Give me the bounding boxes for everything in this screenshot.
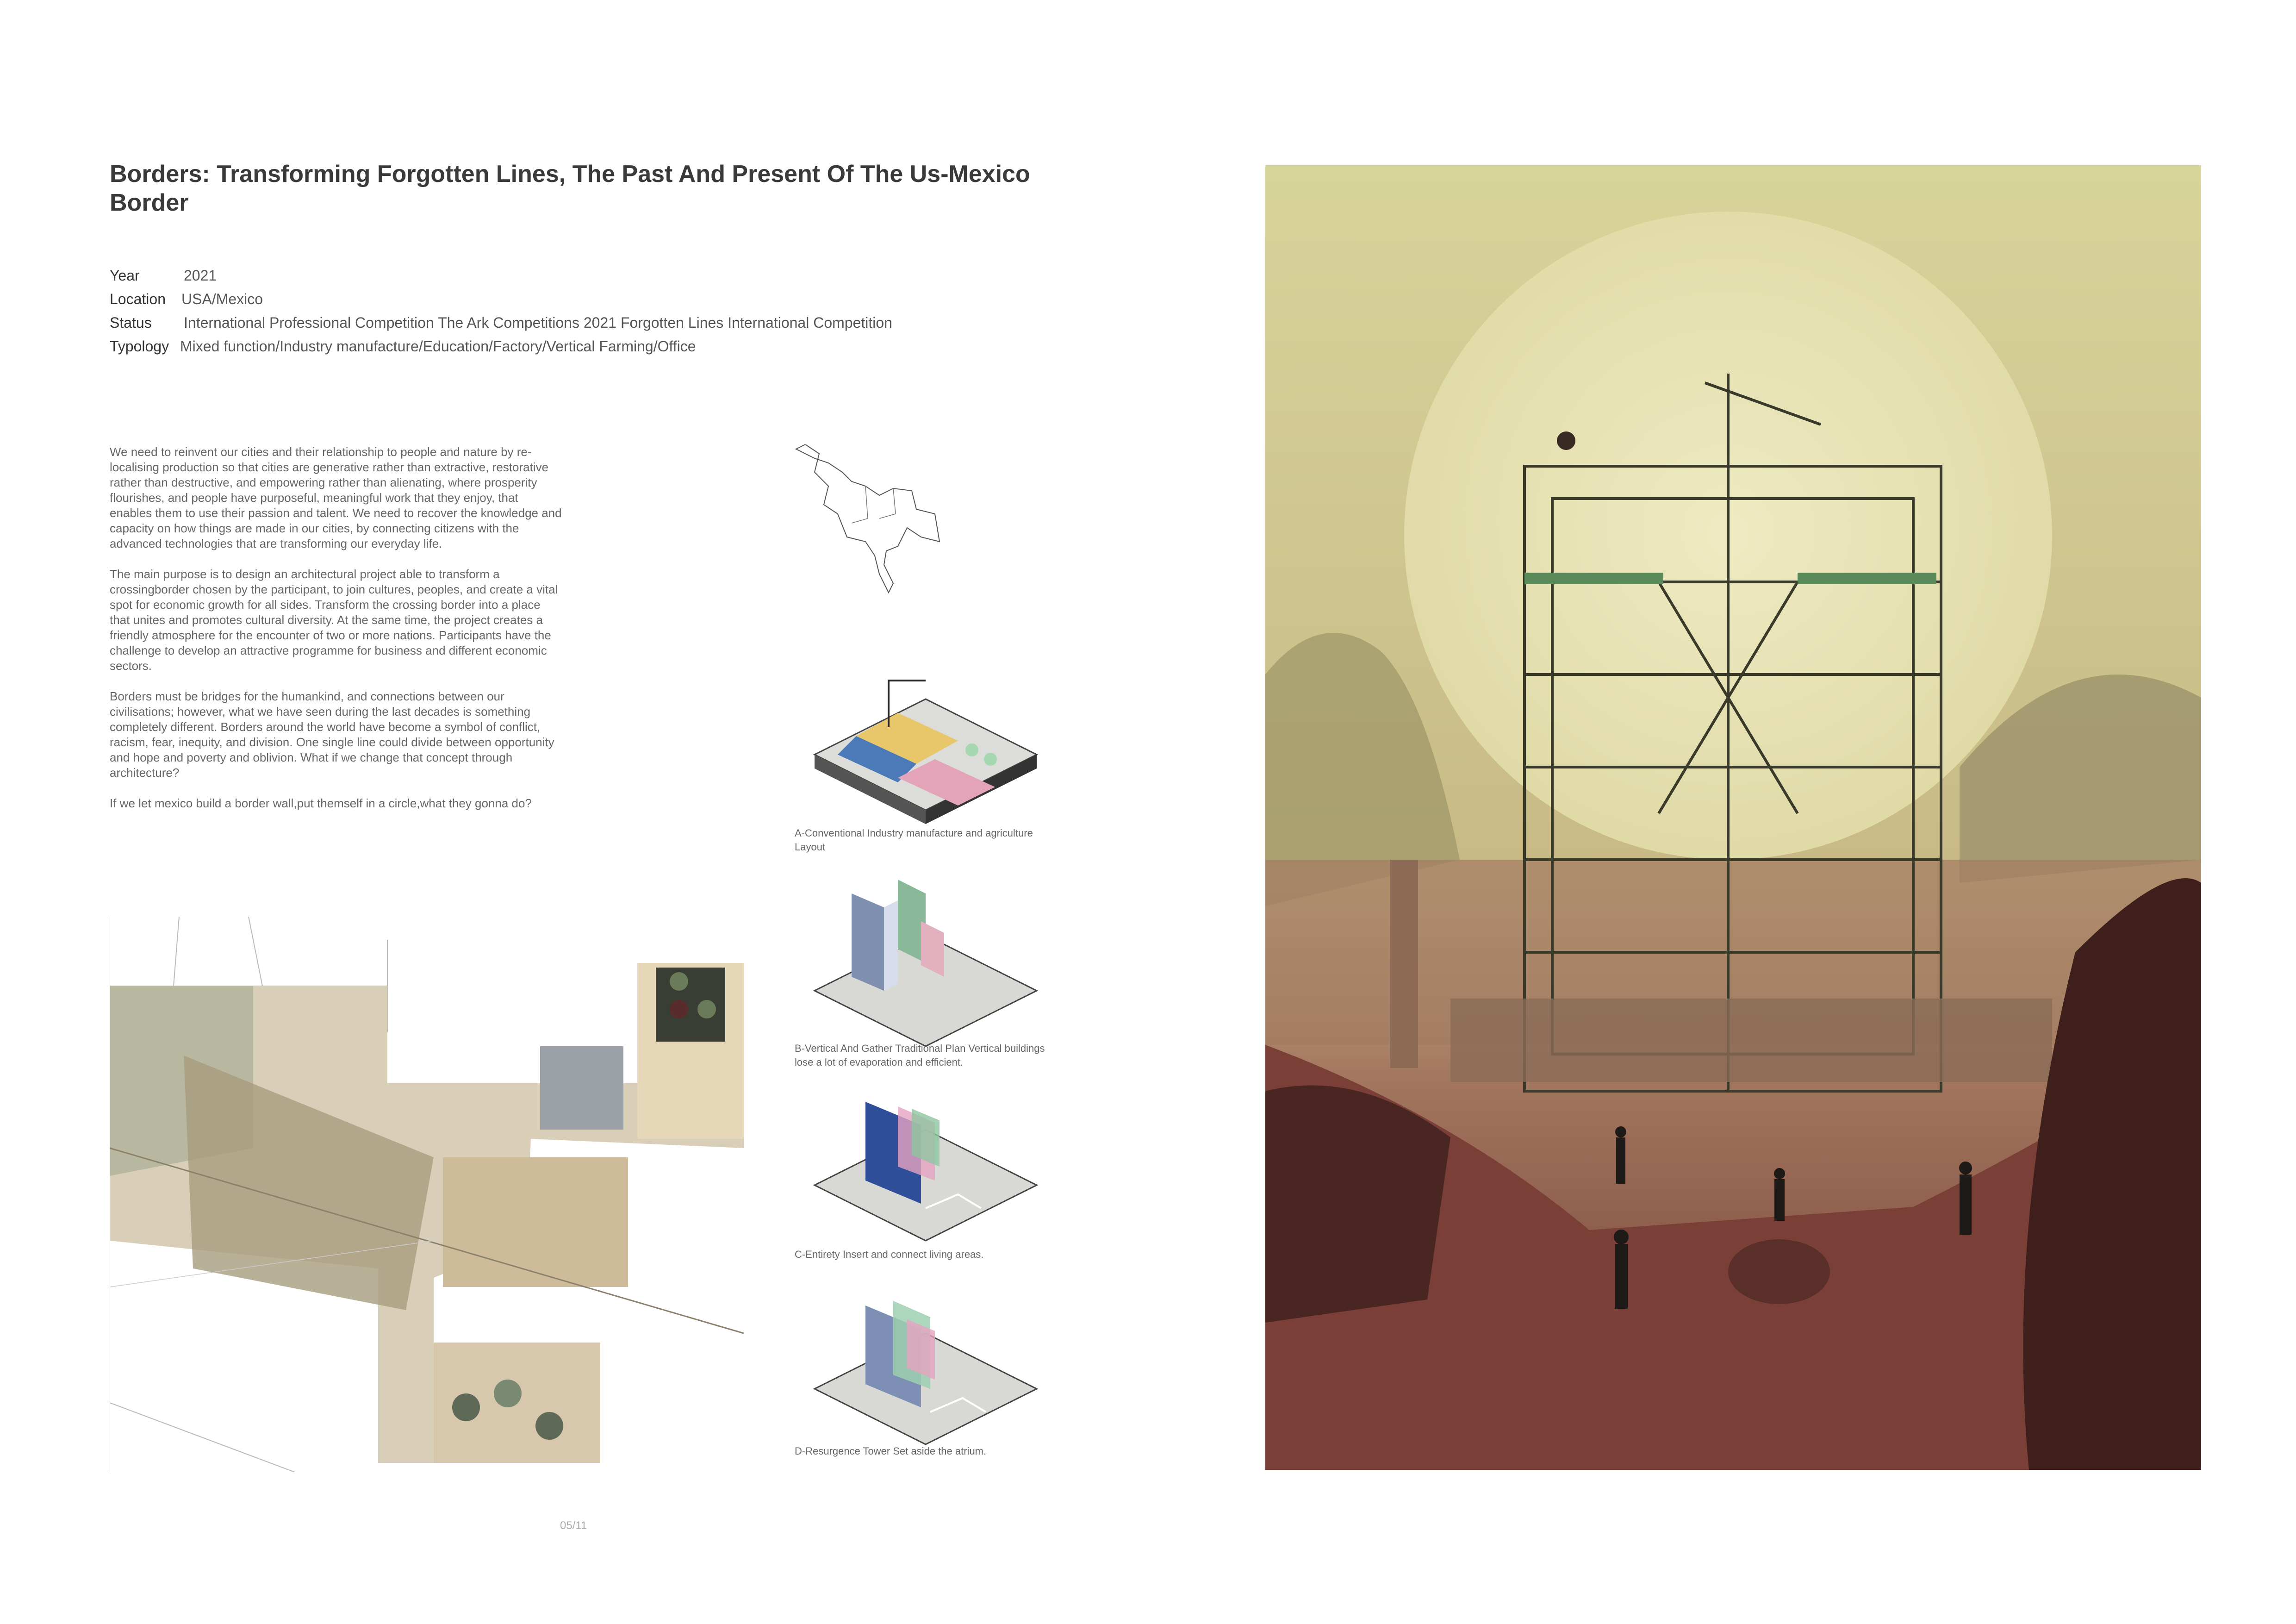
meta-typology-row — [110, 335, 892, 358]
tower-render-illustration — [1265, 165, 2201, 1470]
meta-status-value: International Professional Competition The Ark Competitions 2021 Forgotten Lines International Competition — [184, 314, 892, 331]
caption-d: D-Resurgence Tower Set aside the atrium. — [795, 1445, 987, 1457]
isometric-diagram-c — [805, 1088, 1046, 1264]
isometric-diagram-b — [805, 875, 1046, 1051]
isometric-diagram-d — [805, 1292, 1046, 1468]
meta-status-label: Status — [110, 314, 152, 331]
project-meta — [110, 264, 892, 358]
description-paragraph-2: The main purpose is to design an architectural project able to transform a crossingborder chosen by the participant, to join cultures, peoples, and create a vital spot for economic growth for all sides. Transform the crossing border into a place that unites and promotes cultural diversity. At the same time, the project creates a friendly atmosphere for the encounter of two or more nations. Participants have the challenge to develop an attractive programme for business and different economic sectors. — [110, 567, 558, 673]
meta-status-row — [110, 311, 892, 335]
meta-typology-value: Mixed function/Industry manufacture/Education/Factory/Vertical Farming/Office — [180, 338, 696, 355]
meta-year-value: 2021 — [184, 267, 217, 284]
description-paragraph-3: Borders must be bridges for the humankind, and connections between our civilisations; however, what we have seen during the last decades is something completely different. Borders around the world have become a symbol of conflict, racism, fear, inequity, and division. One single line could divide between opportunity and hope and poverty and oblivion. What if we change that concept through architecture? — [110, 689, 554, 780]
description-paragraph-4: If we let mexico build a border wall,put themself in a circle,what they gonna do? — [110, 796, 532, 810]
description-paragraph-1: We need to reinvent our cities and their relationship to people and nature by re-localising production so that cities are generative rather than extractive, restorative rather than destructive, and empowering rather than alienating, where prosperity flourishes, and people have purposeful, meaningful work that they enjoy, that enables them to use their passion and talent. We need to recover the knowledge and capacity on how things are made in our cities, by connecting citizens with the advanced technologies that are transforming our everyday life. — [110, 445, 562, 550]
caption-b: B-Vertical And Gather Traditional Plan Vertical buildings lose a lot of evaporation and efficient. — [795, 1043, 1045, 1068]
page-title: Borders: Transforming Forgotten Lines, The Past And Present Of The Us-Mexico Border — [110, 161, 1030, 216]
project-description — [110, 444, 563, 826]
meta-location-value: USA/Mexico — [181, 291, 263, 307]
meta-year-row — [110, 264, 892, 287]
meta-location-label: Location — [110, 291, 166, 307]
meta-location-row — [110, 287, 892, 311]
meta-year-label: Year — [110, 267, 140, 284]
caption-a: A-Conventional Industry manufacture and agriculture Layout — [795, 827, 1033, 853]
border-outline-map — [787, 444, 944, 597]
meta-typology-label: Typology — [110, 338, 169, 355]
caption-c: C-Entirety Insert and connect living areas. — [795, 1249, 984, 1260]
page-number: 05/11 — [560, 1519, 587, 1532]
isometric-diagram-a — [805, 671, 1046, 847]
satellite-map-collage — [110, 917, 744, 1472]
